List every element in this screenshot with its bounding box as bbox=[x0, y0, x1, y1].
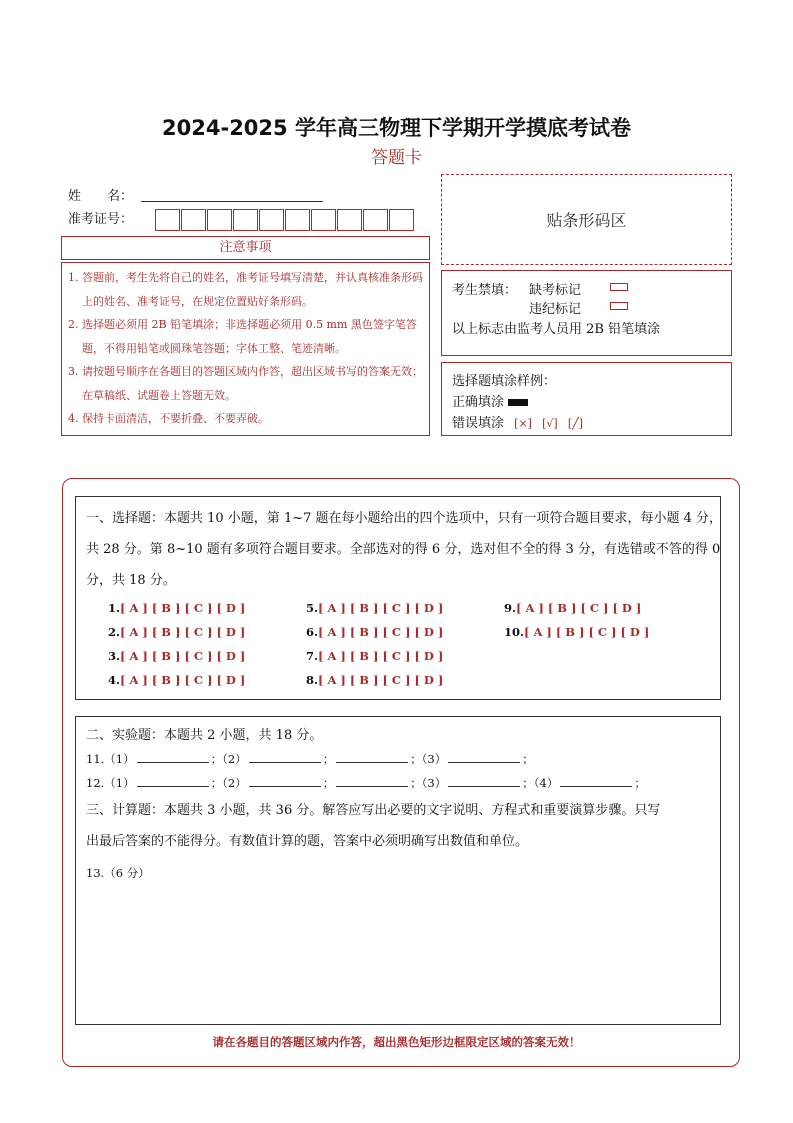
barcode-label: 贴条形码区 bbox=[546, 211, 627, 230]
choice-options[interactable]: [ A ] [ B ] [ C ] [ D ] bbox=[318, 601, 444, 615]
q11-blank-1[interactable] bbox=[137, 752, 209, 763]
choice-q1[interactable] bbox=[108, 601, 245, 615]
choice-options[interactable]: [ A ] [ B ] [ C ] [ D ] bbox=[318, 625, 444, 639]
wrong-fill-label: 错误填涂 bbox=[452, 416, 505, 431]
question-number: 6. bbox=[306, 625, 319, 639]
exam-number-cell[interactable] bbox=[207, 209, 232, 231]
page-subtitle: 答题卡 bbox=[371, 148, 422, 168]
proctor-label: 考生禁填： bbox=[452, 283, 518, 298]
choice-q7[interactable] bbox=[306, 649, 443, 663]
question-number: 3. bbox=[108, 649, 121, 663]
q11-sep: ； bbox=[322, 752, 335, 766]
notice-title: 注意事项 bbox=[61, 236, 430, 260]
choice-options[interactable]: [ A ] [ B ] [ C ] [ D ] bbox=[318, 673, 444, 687]
choice-instructions-line3: 分，共 18 分。 bbox=[86, 573, 176, 588]
choice-options[interactable]: [ A ] [ B ] [ C ] [ D ] bbox=[524, 625, 650, 639]
q11-blank-4[interactable] bbox=[448, 752, 520, 763]
notice-item-text: 请按题号顺序在各题目的答题区域内作答，超出区域书写的答案无效；在草稿纸、试题卷上答题无效。 bbox=[82, 365, 423, 402]
notice-item bbox=[68, 313, 423, 360]
q11-part3-label: ；（3） bbox=[410, 752, 447, 766]
choice-options[interactable]: [ A ] [ B ] [ C ] [ D ] bbox=[120, 673, 246, 687]
q13-label: 13.（6 分） bbox=[86, 866, 150, 880]
name-field[interactable] bbox=[141, 201, 323, 202]
exam-number-cell[interactable] bbox=[337, 209, 362, 231]
choice-options[interactable]: [ A ] [ B ] [ C ] [ D ] bbox=[120, 601, 246, 615]
exam-number-grid[interactable] bbox=[155, 209, 415, 231]
choice-options[interactable]: [ A ] [ B ] [ C ] [ D ] bbox=[516, 601, 642, 615]
q12-blank-3[interactable] bbox=[336, 776, 408, 787]
exam-number-cell[interactable] bbox=[233, 209, 258, 231]
notice-item-number: 2. bbox=[68, 318, 79, 331]
q12-part2-label: ；（2） bbox=[210, 776, 247, 790]
q12-sep: ； bbox=[322, 776, 335, 790]
exam-number-cell[interactable] bbox=[285, 209, 310, 231]
q12-blank-4[interactable] bbox=[448, 776, 520, 787]
choice-q3[interactable] bbox=[108, 649, 245, 663]
question-number: 5. bbox=[306, 601, 319, 615]
exam-number-cell[interactable] bbox=[155, 209, 180, 231]
notice-item-text: 选择题必须用 2B 铅笔填涂；非选择题必须用 0.5 mm 黑色签字笔答题，不得用铅笔或圆珠笔答题；字体工整、笔迹清晰。 bbox=[82, 318, 417, 355]
notice-list bbox=[61, 262, 430, 436]
choice-q8[interactable] bbox=[306, 673, 443, 687]
q13-answer-area[interactable] bbox=[86, 887, 706, 1017]
wrong-mark-cross: [×] bbox=[514, 417, 532, 430]
footer-warning: 请在各题目的答题区域内作答，超出黑色矩形边框限定区域的答案无效！ bbox=[212, 1035, 581, 1049]
filled-mark-icon bbox=[508, 399, 528, 406]
exam-number-cell[interactable] bbox=[389, 209, 414, 231]
choice-q2[interactable] bbox=[108, 625, 245, 639]
correct-fill-label: 正确填涂 bbox=[452, 395, 505, 410]
q12-blank-2[interactable] bbox=[249, 776, 321, 787]
exam-number-cell[interactable] bbox=[259, 209, 284, 231]
question-number: 2. bbox=[108, 625, 121, 639]
q12-part3-label: ；（3） bbox=[410, 776, 447, 790]
name-label: 姓 名： bbox=[68, 189, 134, 204]
page-title: 2024-2025 学年高三物理下学期开学摸底考试卷 bbox=[162, 116, 631, 140]
q12-part4-label: ；（4） bbox=[522, 776, 559, 790]
choice-options[interactable]: [ A ] [ B ] [ C ] [ D ] bbox=[318, 649, 444, 663]
choice-instructions-line2: 共 28 分。第 8~10 题有多项符合题目要求。全部选对的得 6 分，选对但不全的得 3 分，有选错或不答的得 0 bbox=[86, 542, 721, 557]
choice-options[interactable]: [ A ] [ B ] [ C ] [ D ] bbox=[120, 649, 246, 663]
question-number: 1. bbox=[108, 601, 121, 615]
q11-blank-3[interactable] bbox=[336, 752, 408, 763]
notice-item bbox=[68, 407, 423, 431]
question-number: 7. bbox=[306, 649, 319, 663]
exam-number-cell[interactable] bbox=[363, 209, 388, 231]
question-number: 8. bbox=[306, 673, 319, 687]
q12-end: ； bbox=[634, 776, 646, 790]
fill-sample-box bbox=[441, 362, 732, 436]
proctor-note: 以上标志由监考人员用 2B 铅笔填涂 bbox=[452, 322, 661, 337]
choice-options[interactable]: [ A ] [ B ] [ C ] [ D ] bbox=[120, 625, 246, 639]
choice-q4[interactable] bbox=[108, 673, 245, 687]
barcode-area bbox=[441, 174, 732, 265]
absent-mark-label: 缺考标记 bbox=[529, 283, 582, 298]
notice-item bbox=[68, 360, 423, 407]
choice-q5[interactable] bbox=[306, 601, 443, 615]
choice-q10[interactable] bbox=[504, 625, 649, 639]
exam-number-cell[interactable] bbox=[181, 209, 206, 231]
q11-blank-2[interactable] bbox=[249, 752, 321, 763]
q12-blank-5[interactable] bbox=[560, 776, 632, 787]
calc-instructions-line1: 三、计算题：本题共 3 小题，共 36 分。解答应写出必要的文字说明、方程式和重要演算步骤。只写 bbox=[86, 803, 661, 818]
sample-title: 选择题填涂样例： bbox=[452, 374, 557, 389]
exam-number-cell[interactable] bbox=[311, 209, 336, 231]
question-number: 10. bbox=[504, 625, 525, 639]
notice-item-number: 4. bbox=[68, 412, 79, 425]
choice-q9[interactable] bbox=[504, 601, 641, 615]
wrong-mark-check: [√] bbox=[542, 417, 558, 430]
q12-answer-row bbox=[86, 775, 646, 791]
violation-mark-box[interactable] bbox=[610, 302, 628, 310]
q11-label: 11.（1） bbox=[86, 752, 135, 766]
choice-instructions-line1: 一、选择题：本题共 10 小题，第 1~7 题在每小题给出的四个选项中，只有一项符合题目要求，每小题 4 分， bbox=[86, 511, 723, 526]
violation-mark-label: 违纪标记 bbox=[529, 302, 582, 317]
experiment-calc-section bbox=[75, 716, 721, 1025]
absent-mark-box[interactable] bbox=[610, 283, 628, 291]
question-number: 9. bbox=[504, 601, 517, 615]
choice-section bbox=[75, 496, 721, 700]
q11-answer-row bbox=[86, 751, 534, 767]
q12-blank-1[interactable] bbox=[137, 776, 209, 787]
experiment-title: 二、实验题：本题共 2 小题，共 18 分。 bbox=[86, 728, 323, 743]
wrong-mark-slash: [╱] bbox=[567, 417, 584, 430]
notice-item-number: 3. bbox=[68, 365, 79, 378]
calc-instructions-line2: 出最后答案的不能得分。有数值计算的题，答案中必须明确写出数值和单位。 bbox=[86, 834, 529, 849]
notice-item bbox=[68, 266, 423, 313]
notice-item-text: 保持卡面清洁，不要折叠、不要弄破。 bbox=[82, 412, 269, 425]
q12-label: 12.（1） bbox=[86, 776, 135, 790]
choice-q6[interactable] bbox=[306, 625, 443, 639]
exam-number-label: 准考证号： bbox=[68, 212, 134, 227]
question-number: 4. bbox=[108, 673, 121, 687]
notice-item-number: 1. bbox=[68, 271, 79, 284]
proctor-marks-box bbox=[441, 270, 732, 356]
q11-part2-label: ；（2） bbox=[210, 752, 247, 766]
notice-item-text: 答题前，考生先将自己的姓名，准考证号填写清楚，并认真核准条形码上的姓名、准考证号，在规定位置贴好条形码。 bbox=[82, 271, 423, 308]
q11-end: ； bbox=[522, 752, 534, 766]
